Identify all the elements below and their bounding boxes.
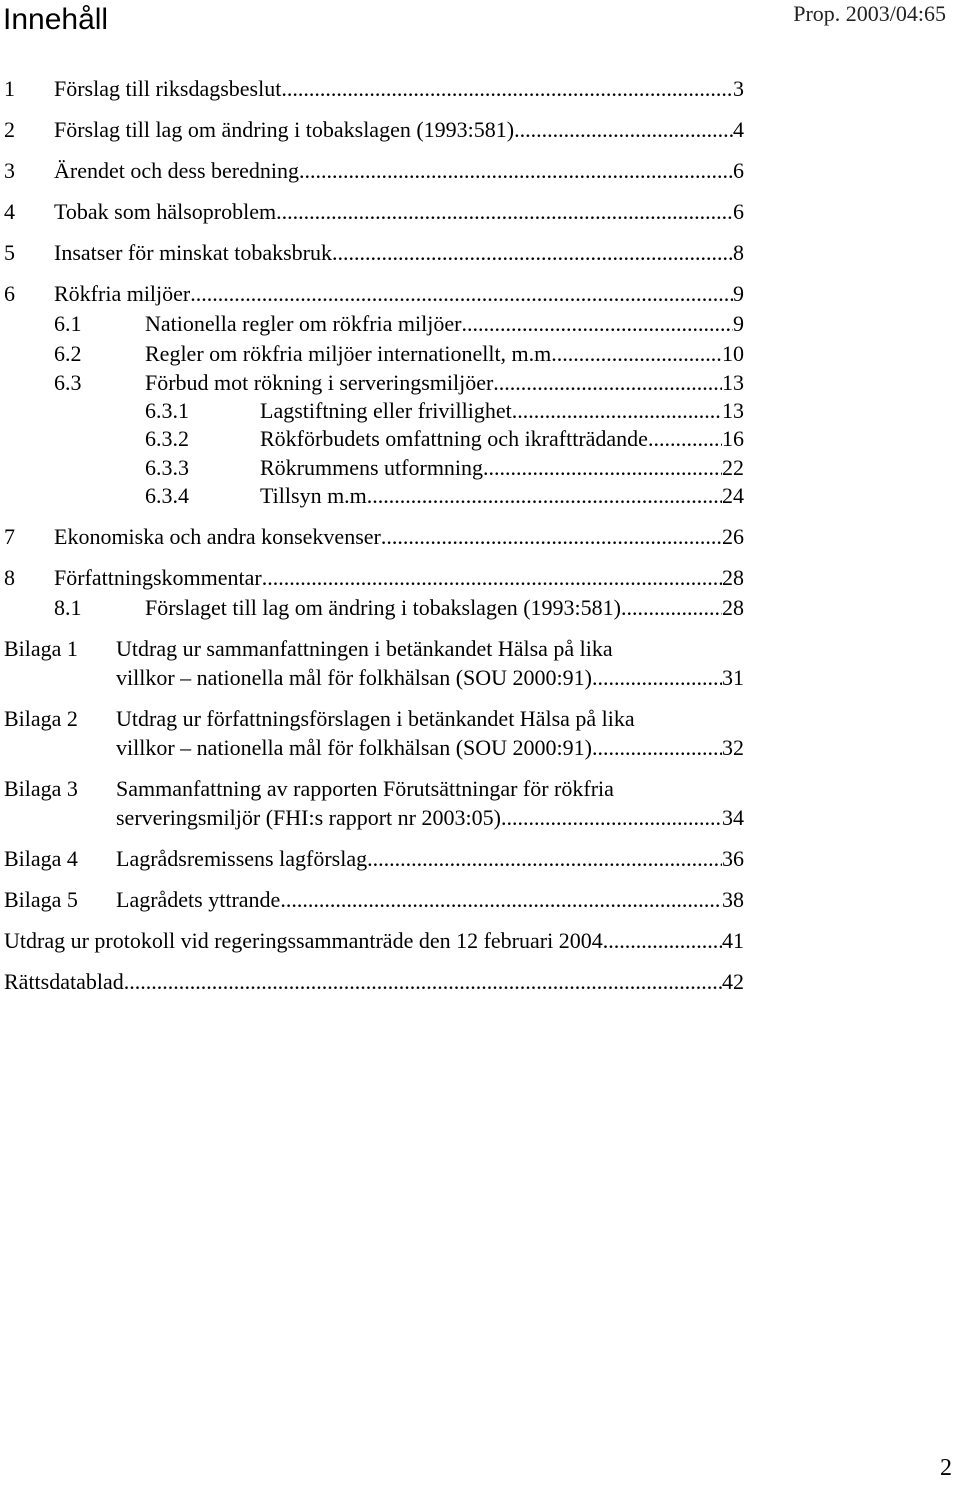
toc-page: 28 — [722, 595, 744, 620]
toc-appendix-1-line-1[interactable] — [4, 635, 744, 663]
toc-page: 31 — [722, 665, 744, 690]
toc-title: Rökrummens utformning — [260, 455, 484, 480]
toc-number: 8 — [4, 565, 15, 590]
toc-leader — [501, 804, 722, 832]
toc-leader — [280, 886, 722, 914]
toc-appendix-4[interactable] — [4, 845, 744, 873]
toc-title: Förslaget till lag om ändring i tobakslagen (1993:581) — [145, 595, 621, 620]
toc-page: 26 — [722, 524, 744, 549]
toc-entry-6-3-1[interactable] — [4, 397, 744, 425]
toc-leader — [299, 157, 733, 185]
toc-number: 2 — [4, 117, 15, 142]
toc-title: Rättsdatablad — [4, 969, 124, 994]
toc-entry-8[interactable] — [4, 564, 744, 592]
toc-page: 9 — [733, 311, 744, 336]
toc-page: 6 — [733, 158, 744, 183]
toc-leader — [190, 280, 733, 308]
toc-leader — [124, 968, 722, 996]
toc-title: Regler om rökfria miljöer internationellt, m.m. — [145, 341, 557, 366]
toc-title: Ekonomiska och andra konsekvenser — [54, 524, 381, 549]
toc-page: 13 — [722, 398, 744, 423]
toc-appendix-5[interactable] — [4, 886, 744, 914]
toc-leader — [493, 369, 722, 397]
toc-page: 13 — [722, 370, 744, 395]
toc-page: 24 — [722, 483, 744, 508]
toc-page: 28 — [722, 565, 744, 590]
toc-page: 34 — [722, 805, 744, 830]
toc-title: Nationella regler om rökfria miljöer — [145, 311, 462, 336]
toc-appendix-label: Bilaga 2 — [4, 706, 78, 731]
toc-title: Förslag till lag om ändring i tobakslagen (1993:581) — [54, 117, 515, 142]
toc-page: 10 — [722, 341, 744, 366]
toc-title: Utdrag ur författningsförslagen i betänkandet Hälsa på lika — [116, 706, 635, 731]
toc-leader — [514, 116, 733, 144]
toc-leader — [276, 198, 733, 226]
toc-leader — [592, 734, 722, 762]
toc-leader — [281, 75, 733, 103]
toc-entry-protocol[interactable] — [4, 927, 744, 955]
toc-entry-6[interactable] — [4, 280, 744, 308]
toc-title: Tobak som hälsoproblem — [54, 199, 277, 224]
toc-title: Lagrådets yttrande — [116, 887, 281, 912]
toc-page: 8 — [733, 240, 744, 265]
toc-number: 8.1 — [54, 595, 82, 620]
toc-number: 6.3 — [54, 370, 82, 395]
toc-appendix-label: Bilaga 4 — [4, 846, 78, 871]
toc-page: 42 — [722, 969, 744, 994]
toc-page: 6 — [733, 199, 744, 224]
toc-page: 32 — [722, 735, 744, 760]
toc-page: 4 — [733, 117, 744, 142]
toc-leader — [332, 239, 733, 267]
toc-leader — [461, 310, 733, 338]
toc-number: 6.1 — [54, 311, 82, 336]
toc-title: Insatser för minskat tobaksbruk — [54, 240, 332, 265]
toc-appendix-label: Bilaga 1 — [4, 636, 78, 661]
toc-title: Utdrag ur sammanfattningen i betänkandet Hälsa på lika — [116, 636, 613, 661]
toc-number: 1 — [4, 76, 15, 101]
toc-appendix-1-line-2[interactable] — [4, 664, 744, 692]
toc-page: 38 — [722, 887, 744, 912]
toc-page: 9 — [733, 281, 744, 306]
toc-leader — [483, 454, 722, 482]
toc-leader — [592, 664, 722, 692]
toc-leader — [557, 340, 722, 368]
toc-leader — [621, 594, 722, 622]
toc-title: Rökförbudets omfattning och ikraftträdande — [260, 426, 648, 451]
toc-entry-6-3-3[interactable] — [4, 454, 744, 482]
toc-entry-rattsdatablad[interactable] — [4, 968, 744, 996]
toc-entry-1[interactable] — [4, 75, 744, 103]
page-number: 2 — [940, 1455, 952, 1481]
toc-title: Ärendet och dess beredning — [54, 158, 299, 183]
toc-number: 3 — [4, 158, 15, 183]
toc-leader — [648, 425, 722, 453]
toc-page: 36 — [722, 846, 744, 871]
toc-number: 6.3.1 — [145, 398, 189, 423]
toc-entry-7[interactable] — [4, 523, 744, 551]
toc-leader — [372, 482, 722, 510]
toc-title: Utdrag ur protokoll vid regeringssammanträde den 12 februari 2004 — [4, 928, 603, 953]
toc-appendix-label: Bilaga 3 — [4, 776, 78, 801]
toc-leader — [381, 523, 722, 551]
toc-number: 5 — [4, 240, 15, 265]
toc-title: Förslag till riksdagsbeslut — [54, 76, 282, 101]
toc-entry-3[interactable] — [4, 157, 744, 185]
toc-title: Tillsyn m.m. — [260, 483, 373, 508]
toc-page: 22 — [722, 455, 744, 480]
toc-appendix-2-line-2[interactable] — [4, 734, 744, 762]
toc-page: 16 — [722, 426, 744, 451]
toc-entry-6-2[interactable] — [4, 340, 744, 368]
toc-appendix-2-line-1[interactable] — [4, 705, 744, 733]
toc-entry-2[interactable] — [4, 116, 744, 144]
toc-leader — [512, 397, 722, 425]
toc-entry-6-3-4[interactable] — [4, 482, 744, 510]
toc-appendix-3-line-2[interactable] — [4, 804, 744, 832]
toc-number: 6.3.4 — [145, 483, 189, 508]
toc-number: 4 — [4, 199, 15, 224]
toc-leader — [367, 845, 722, 873]
toc-entry-6-3[interactable] — [4, 369, 744, 397]
toc-leader — [262, 564, 722, 592]
toc-appendix-3-line-1[interactable] — [4, 775, 744, 803]
toc-number: 7 — [4, 524, 15, 549]
toc-number: 6.3.2 — [145, 426, 189, 451]
toc-title: Rökfria miljöer — [54, 281, 191, 306]
toc-entry-6-3-2[interactable] — [4, 425, 744, 453]
toc-appendix-label: Bilaga 5 — [4, 887, 78, 912]
toc-entry-4[interactable] — [4, 198, 744, 226]
toc-title-cont: villkor – nationella mål för folkhälsan (SOU 2000:91) — [116, 665, 592, 690]
toc-title: Lagstiftning eller frivillighet — [260, 398, 512, 423]
toc-title-cont: villkor – nationella mål för folkhälsan (SOU 2000:91) — [116, 735, 592, 760]
toc-number: 6.2 — [54, 341, 82, 366]
toc-page: 41 — [722, 928, 744, 953]
toc-title-cont: serveringsmiljör (FHI:s rapport nr 2003:05) — [116, 805, 501, 830]
toc-title: Sammanfattning av rapporten Förutsättningar för rökfria — [116, 776, 614, 801]
toc-page: 3 — [733, 76, 744, 101]
proposition-number: Prop. 2003/04:65 — [793, 1, 946, 26]
toc-leader — [603, 927, 722, 955]
toc-title: Lagrådsremissens lagförslag — [116, 846, 368, 871]
toc-entry-8-1[interactable] — [4, 594, 744, 622]
toc-entry-5[interactable] — [4, 239, 744, 267]
toc-title: Förbud mot rökning i serveringsmiljöer — [145, 370, 494, 395]
page-title: Innehåll — [3, 3, 109, 36]
toc-title: Författningskommentar — [54, 565, 262, 590]
toc-entry-6-1[interactable] — [4, 310, 744, 338]
toc-number: 6 — [4, 281, 15, 306]
toc-number: 6.3.3 — [145, 455, 189, 480]
